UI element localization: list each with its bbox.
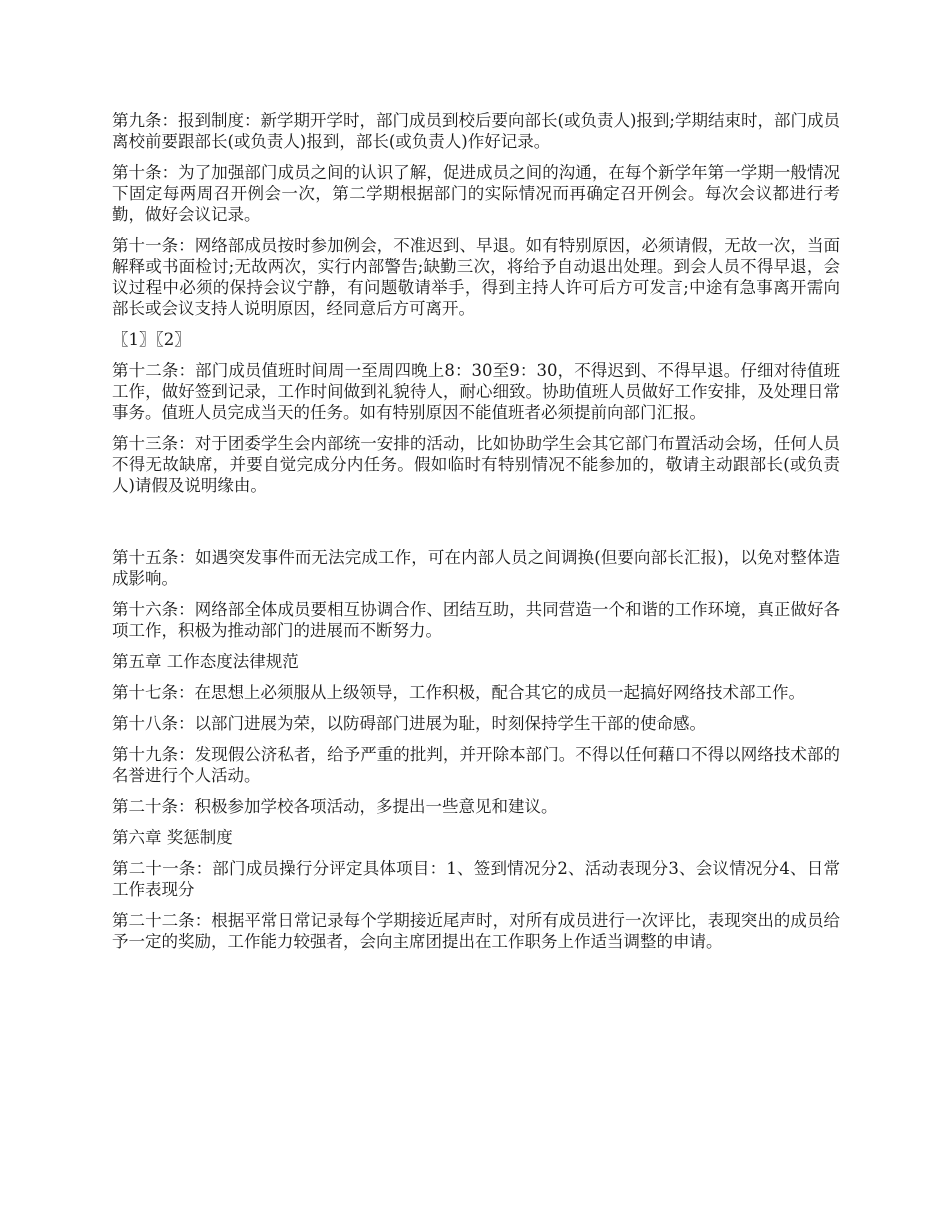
chapter-5-heading: 第五章 工作态度法律规范: [112, 652, 299, 671]
article-12: 第十二条：部门成员值班时间周一至周四晚上8：30至9：30，不得迟到、不得早退。仔细对待值班工作，做好签到记录，工作时间做到礼貌待人，耐心细致。协助值班人员做好工作安排，及处理日常事务。值班人员完成当天的任务。如有特别原因不能值班者必须提前向部门汇报。: [112, 361, 840, 422]
article-17: 第十七条：在思想上必须服从上级领导，工作积极，配合其它的成员一起搞好网络技术部工作。: [112, 683, 805, 702]
footnote-markers: 〖1〗〖2〗: [112, 330, 191, 349]
article-20: 第二十条：积极参加学校各项活动，多提出一些意见和建议。: [112, 797, 558, 816]
article-18: 第十八条：以部门进展为荣，以防碍部门进展为耻，时刻保持学生干部的使命感。: [112, 714, 706, 733]
article-15: 第十五条：如遇突发事件而无法完成工作，可在内部人员之间调换(但要向部长汇报)，以免对整体造成影响。: [112, 548, 840, 588]
blank-gap: [112, 506, 840, 547]
article-22: 第二十二条：根据平常日常记录每个学期接近尾声时，对所有成员进行一次评比，表现突出的成员给予一定的奖励，工作能力较强者，会向主席团提出在工作职务上作适当调整的申请。: [112, 911, 840, 951]
article-13: 第十三条：对于团委学生会内部统一安排的活动，比如协助学生会其它部门布置活动会场，任何人员不得无故缺席，并要自觉完成分内任务。假如临时有特别情况不能参加的，敬请主动跟部长(或负责人)请假及说明缘由。: [112, 434, 840, 495]
article-16: 第十六条：网络部全体成员要相互协调合作、团结互助，共同营造一个和谐的工作环境，真正做好各项工作，积极为推动部门的进展而不断努力。: [112, 600, 840, 640]
chapter-6-heading: 第六章 奖惩制度: [112, 828, 233, 847]
article-10: 第十条：为了加强部门成员之间的认识了解，促进成员之间的沟通，在每个新学年第一学期一般情况下固定每两周召开例会一次，第二学期根据部门的实际情况而再确定召开例会。每次会议都进行考勤，做好会议记录。: [112, 163, 840, 224]
article-21: 第二十一条：部门成员操行分评定具体项目：1、签到情况分2、活动表现分3、会议情况分4、日常工作表现分: [112, 859, 840, 899]
article-9: 第九条：报到制度：新学期开学时，部门成员到校后要向部长(或负责人)报到;学期结束时，部门成员离校前要跟部长(或负责人)报到，部长(或负责人)作好记录。: [112, 111, 840, 151]
article-19: 第十九条：发现假公济私者，给予严重的批判，并开除本部门。不得以任何藉口不得以网络技术部的名誉进行个人活动。: [112, 745, 840, 785]
article-11: 第十一条：网络部成员按时参加例会，不准迟到、早退。如有特别原因，必须请假，无故一次，当面解释或书面检讨;无故两次，实行内部警告;缺勤三次，将给予自动退出处理。到会人员不得早退，会议过程中必须的保持会议宁静，有问题敬请举手，得到主持人许可后方可发言;中途有急事离开需向部长或会议支持人说明原因，经同意后方可离开。: [112, 236, 840, 318]
